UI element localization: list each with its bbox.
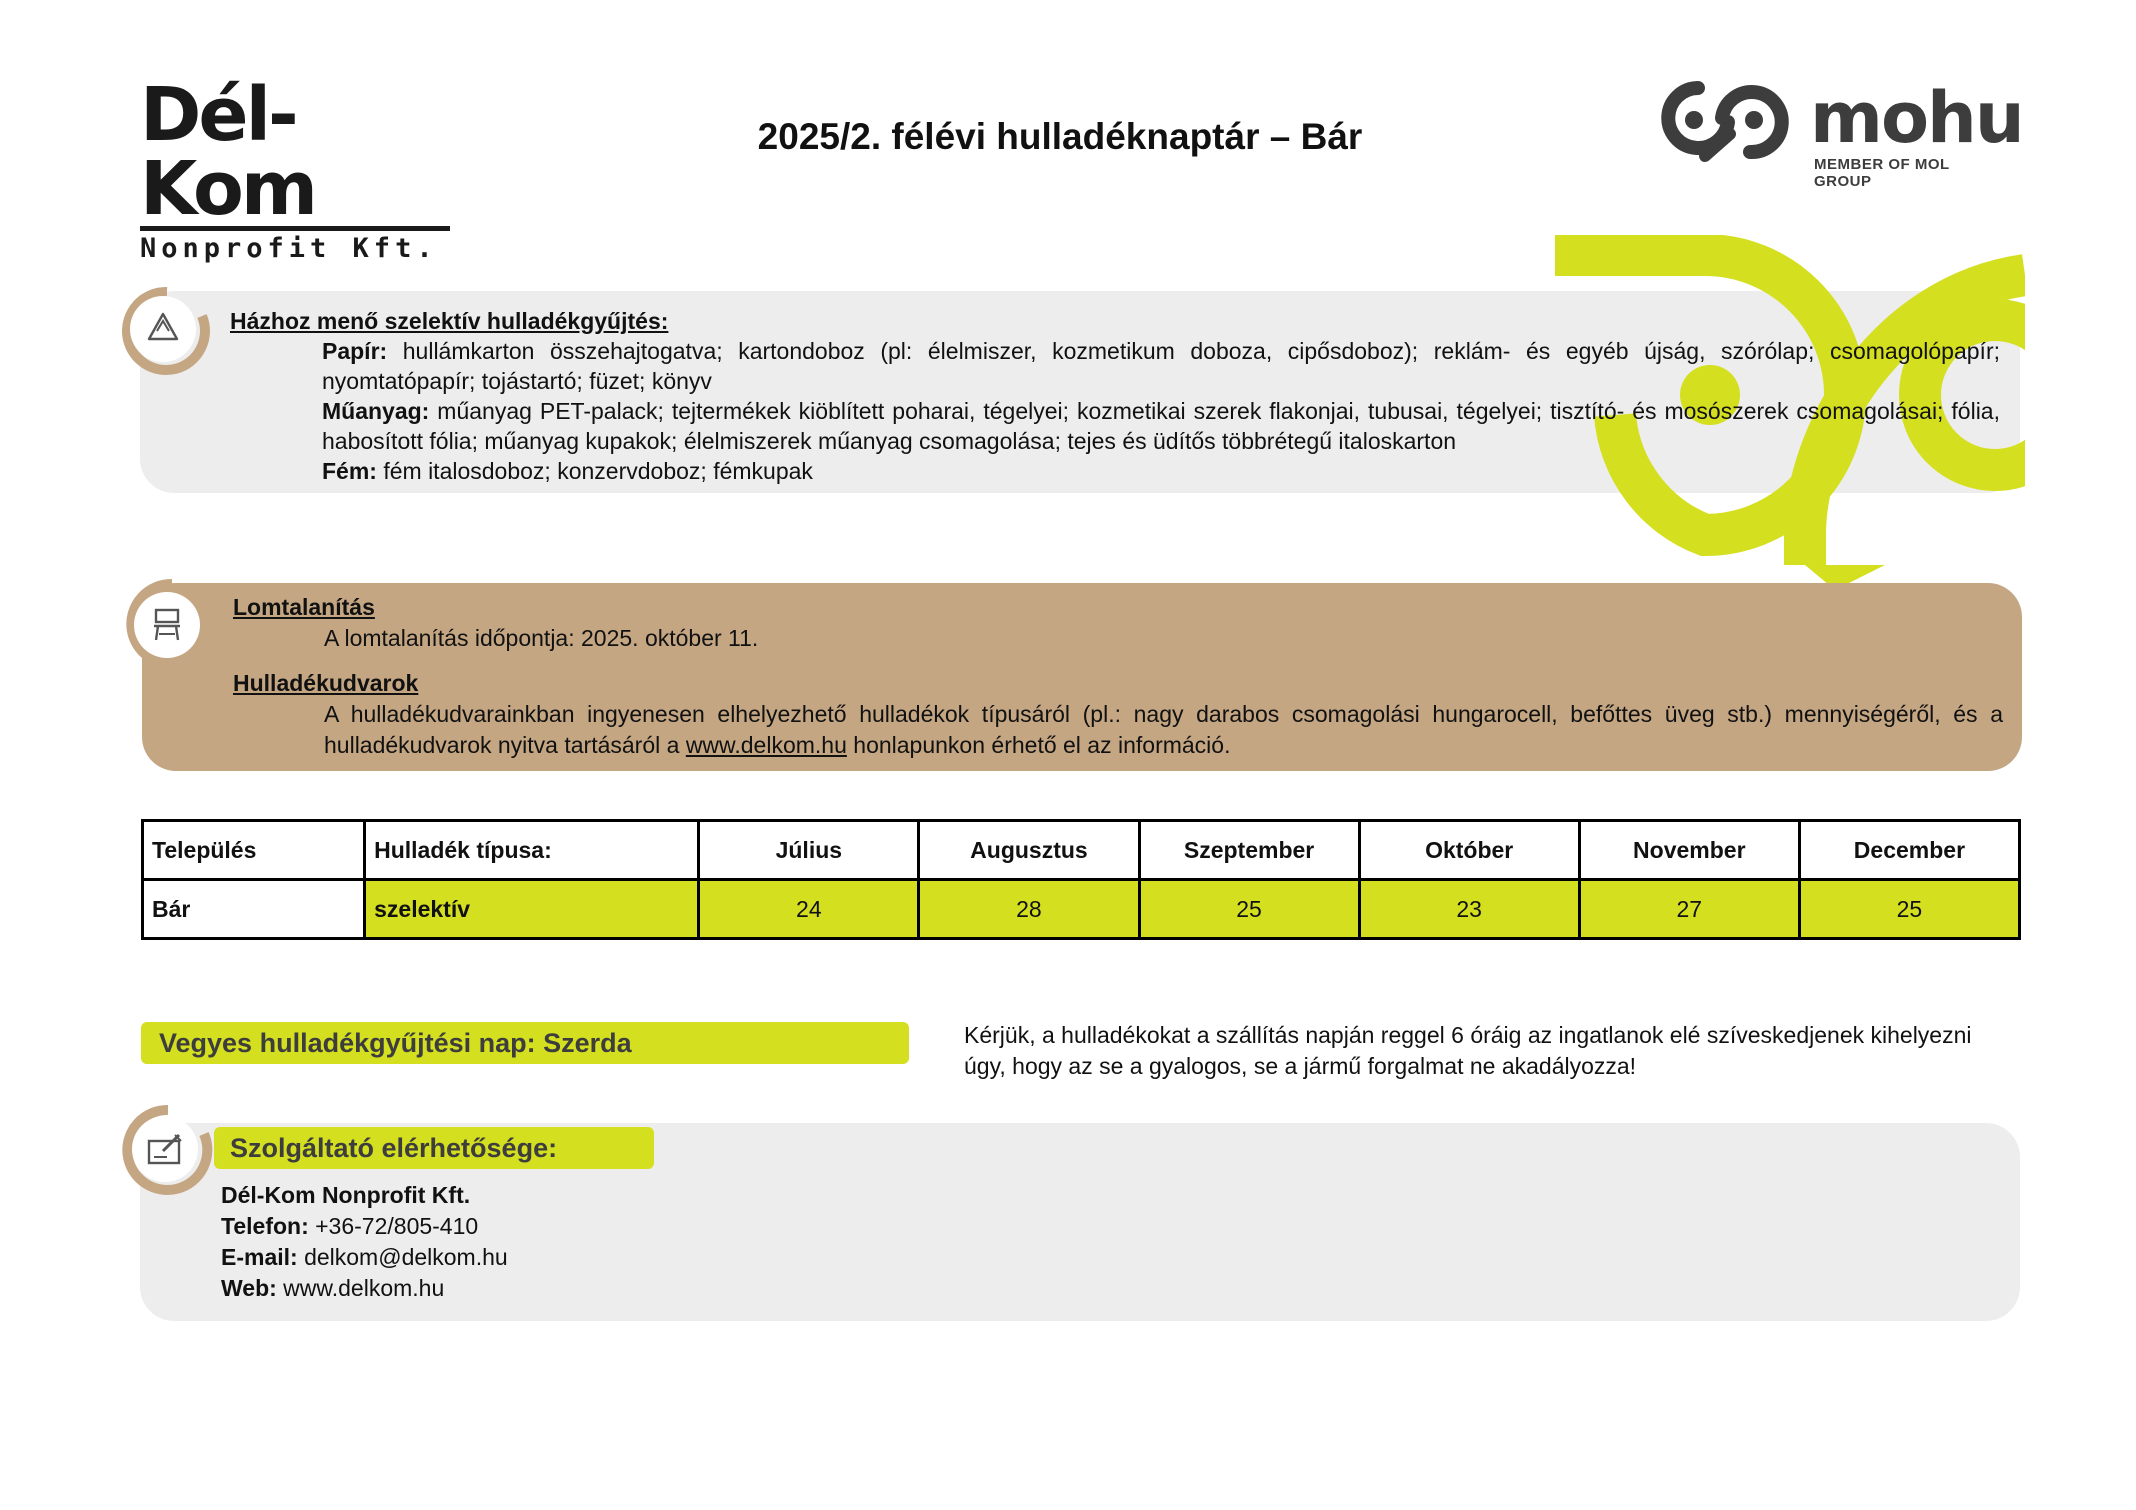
mixed-waste-day-banner: Vegyes hulladékgyűjtési nap: Szerda — [141, 1022, 909, 1064]
mohu-symbol-icon — [1650, 80, 1800, 170]
contact-details — [221, 1180, 508, 1304]
waste-yards-text: A hulladékudvarainkban ingyenesen elhelyezhető hulladékok típusáról (pl.: nagy darabos csomagolási hungarocell, befőttes üveg stb.) mennyiségéről, és a hulladékudvarok nyitva tartásáról a — [324, 701, 2003, 758]
cell-july: 24 — [699, 880, 919, 939]
selective-heading: Házhoz menő szelektív hulladékgyűjtés: — [230, 308, 669, 334]
delkom-logo-main: Dél-Kom — [140, 78, 450, 231]
collection-schedule-table — [141, 819, 2021, 940]
col-header-october: Október — [1359, 821, 1579, 880]
plastic-label: Műanyag: — [322, 398, 430, 424]
cell-october: 23 — [1359, 880, 1579, 939]
phone-label: Telefon: — [221, 1213, 309, 1239]
page-title: 2025/2. félévi hulladéknaptár – Bár — [757, 116, 1363, 157]
chair-icon — [134, 592, 200, 658]
col-header-settlement: Település — [143, 821, 365, 880]
selective-collection-text — [230, 306, 2000, 486]
col-header-august: Augusztus — [919, 821, 1139, 880]
bulky-waste-text — [233, 592, 2003, 761]
web-label: Web: — [221, 1275, 277, 1301]
recycle-icon — [130, 296, 196, 362]
mohu-logo-sub: MEMBER OF MOL GROUP — [1814, 156, 1950, 190]
table-header-row — [143, 821, 2020, 880]
bulky-heading: Lomtalanítás — [233, 594, 375, 620]
metal-label: Fém: — [322, 458, 377, 484]
paper-text: hullámkarton összehajtogatva; kartondoboz (pl: élelmiszer, kozmetikum doboza, cipősdoboz); reklám- és egyéb újság, szórólap; csomagolópapír; nyomtatópapír; tojástartó; füzet; könyv — [322, 338, 2000, 394]
col-header-waste-type: Hulladék típusa: — [365, 821, 699, 880]
cell-september: 25 — [1139, 880, 1359, 939]
phone-value[interactable]: +36-72/805-410 — [308, 1213, 479, 1239]
cell-waste-type: szelektív — [365, 880, 699, 939]
cell-settlement: Bár — [143, 880, 365, 939]
delkom-website-link[interactable]: www.delkom.hu — [685, 732, 847, 758]
placement-notice: Kérjük, a hulladékokat a szállítás napján reggel 6 óráig az ingatlanok elé szíveskedjenek kihelyezni úgy, hogy az se a gyalogos, se a jármű forgalmat ne akadályozza! — [964, 1022, 1972, 1079]
contract-icon — [132, 1116, 198, 1182]
waste-yards-heading: Hulladékudvarok — [233, 670, 419, 696]
email-label: E-mail: — [221, 1244, 298, 1270]
col-header-december: December — [1799, 821, 2019, 880]
waste-yards-text-end: honlapunkon érhető el az információ. — [846, 732, 1231, 758]
delkom-logo — [140, 72, 450, 264]
delkom-logo-sub: Nonprofit Kft. — [140, 233, 438, 264]
paper-label: Papír: — [322, 338, 388, 364]
bulky-date: A lomtalanítás időpontja: 2025. október 11. — [324, 625, 759, 651]
mohu-logo-main: mohu — [1810, 77, 2023, 159]
plastic-text: műanyag PET-palack; tejtermékek kiöblített poharai, tégelyei; kozmetikai szerek flakonjai, tubusai, tégelyei; tisztító- és mosószerek csomagolásai; fólia, habosított fólia; műanyag kupakok; élelmiszerek műanyag csomagolása; tejes és üdítős többrétegű italoskarton — [322, 398, 2000, 454]
metal-text: fém italosdoboz; konzervdoboz; fémkupak — [376, 458, 813, 484]
col-header-july: Július — [699, 821, 919, 880]
email-value[interactable]: delkom@delkom.hu — [297, 1244, 508, 1270]
cell-november: 27 — [1579, 880, 1799, 939]
col-header-november: November — [1579, 821, 1799, 880]
contact-company: Dél-Kom Nonprofit Kft. — [221, 1182, 471, 1208]
web-value[interactable]: www.delkom.hu — [276, 1275, 445, 1301]
cell-august: 28 — [919, 880, 1139, 939]
cell-december: 25 — [1799, 880, 2019, 939]
mohu-logo — [1650, 77, 2023, 190]
contact-heading: Szolgáltató elérhetősége: — [214, 1127, 654, 1169]
col-header-september: Szeptember — [1139, 821, 1359, 880]
table-row — [143, 880, 2020, 939]
